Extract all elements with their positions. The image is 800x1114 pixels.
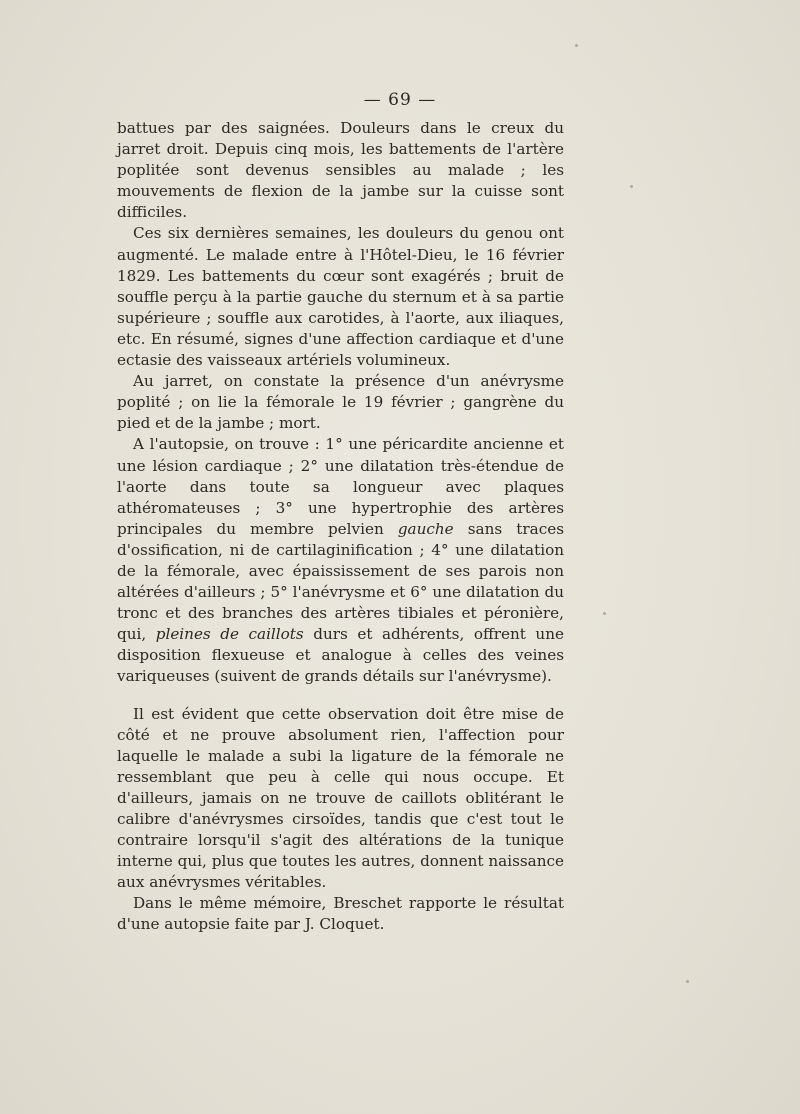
paper-speck [575, 44, 578, 47]
paper-speck [686, 980, 689, 983]
paragraph-4-italic-1: gauche [397, 519, 454, 538]
paragraph-2: Ces six dernières semaines, les douleurs du genou ont augmenté. Le malade entre à l'Hôtel-Dieu, le 16 février 1829. Les battements du cœur sont exagérés ; bruit de souffle perçu à la partie gauche du sternum et à sa partie supérieure ; souffle aux carotides, à l'aorte, aux iliaques, etc. En résumé, signes d'une affection cardiaque et d'une ectasie des vaisseaux artériels volumineux. [117, 224, 564, 370]
paper-speck [603, 612, 606, 615]
paper-speck [630, 185, 633, 188]
paragraph-6: Dans le même mémoire, Breschet rapporte le résultat d'une autopsie faite par J. Cloquet. [117, 894, 564, 934]
paragraph-5: Il est évident que cette observation doit être mise de côté et ne prouve absolument rien, l'affection pour laquelle le malade a subi la ligature de la fémorale ne ressemblant que peu à celle qui nous occupe. Et d'ailleurs, jamais on ne trouve de caillots oblitérant le calibre d'anévrysmes cirsoïdes, tandis que c'est tout le contraire lorsqu'il s'agit des altérations de la tunique interne qui, plus que toutes les autres, donnent naissance aux anévrysmes véritables. [117, 704, 564, 892]
body-text [117, 118, 564, 936]
paragraph-3: Au jarret, on constate la présence d'un anévrysme poplité ; on lie la fémorale le 19 février ; gangrène du pied et de la jambe ; mort. [117, 372, 564, 433]
paragraph-4-part-2: sans traces d'ossification, ni de cartilaginification ; 4° une dilatation de la fémorale, avec épaississement de ses parois non altérées d'ailleurs ; 5° l'anévrysme et 6° une dilatation du tronc et des branches des artères tibiales et péronière, qui, [117, 519, 564, 644]
paragraph-4-part-3: durs et adhérents, offrent une disposition flexueuse et analogue à celles des veines variqueuses (suivent de grands détails sur l'anévrysme). [117, 625, 564, 686]
paragraph-1: battues par des saignées. Douleurs dans le creux du jarret droit. Depuis cinq mois, les battements de l'artère poplitée sont devenus sensibles au malade ; les mouvements de flexion de la jambe sur la cuisse sont difficiles. [117, 119, 564, 222]
paragraph-4-part-1: A l'autopsie, on trouve : 1° une péricardite ancienne et une lésion cardiaque ; 2° une dilatation très-étendue de l'aorte dans toute sa longueur avec plaques athéromateuses ; 3° une hypertrophie des artères principales du membre pelvien [117, 435, 564, 538]
page-number: — 69 — [363, 90, 437, 110]
paragraph-4-italic-2: pleines de caillots [155, 625, 304, 644]
paragraph-4 [117, 434, 564, 687]
